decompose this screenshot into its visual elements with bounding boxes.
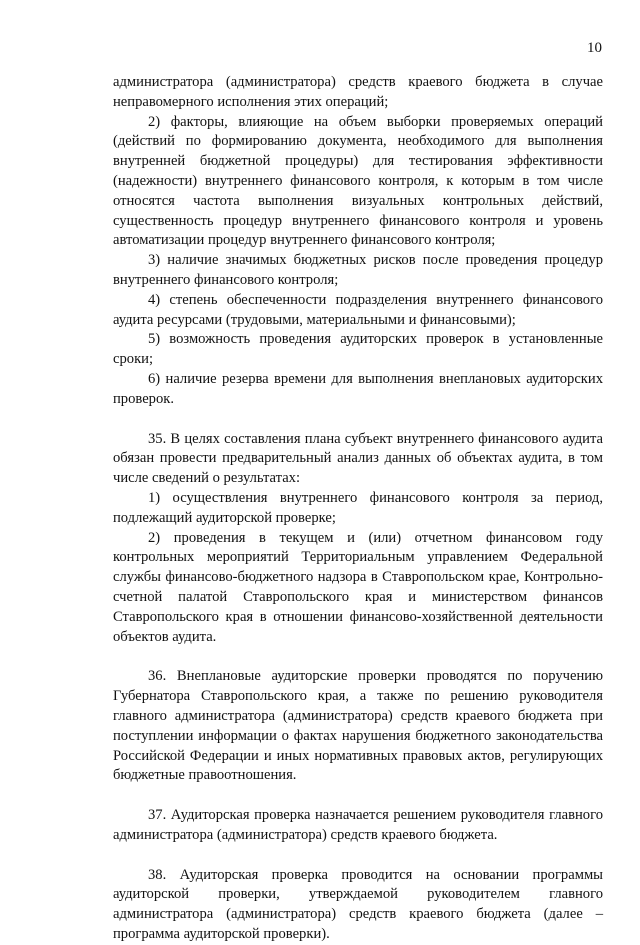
paragraph: 2) факторы, влияющие на объем выборки проверяемых операций (действий по формированию документа, необходимого для выполнения внутренней бюджетной процедуры) для тестирования эффективности (надежности) внутреннего финансового контроля, к которым в том числе относятся частота выполнения визуальных контрольных действий, существенность процедур внутреннего финансового контроля и уровень автоматизации процедур внутреннего финансового контроля;	[113, 113, 603, 249]
paragraph: 4) степень обеспеченности подразделения внутреннего финансового аудита ресурсами (трудовыми, материальными и финансовыми);	[113, 291, 603, 328]
paragraph: 5) возможность проведения аудиторских проверок в установленные сроки;	[113, 331, 603, 368]
paragraph: 1) осуществления внутреннего финансового контроля за период, подлежащий аудиторской проверке;	[113, 489, 603, 526]
paragraph: 37. Аудиторская проверка назначается решением руководителя главного администратора (администратора) средств краевого бюджета.	[113, 807, 603, 843]
page-number: 10	[587, 40, 602, 56]
paragraph: 2) проведения в текущем и (или) отчетном финансовом году контрольных мероприятий Территориальным управлением Федеральной службы финансово-бюджетного надзора в Ставропольском крае, Контрольно-счетной палатой Ставропольского края и министерством финансов Ставропольского края в отношении финансово-хозяйственной деятельности объектов аудита.	[113, 529, 603, 645]
paragraph: 35. В целях составления плана субъект внутреннего финансового аудита обязан провести предварительный анализ данных об объектах аудита, в том числе сведений о результатах:	[113, 430, 603, 487]
paragraph: 38. Аудиторская проверка проводится на основании программы аудиторской проверки, утверждаемой руководителем главного администратора (администратора) средств краевого бюджета (далее – программа аудиторской проверки).	[113, 866, 603, 943]
document-body	[113, 73, 603, 945]
paragraph: 36. Внеплановые аудиторские проверки проводятся по поручению Губернатора Ставропольского края, а также по решению руководителя главного администратора (администратора) средств краевого бюджета при поступлении информации о фактах нарушения бюджетного законодательства Российской Федерации и иных нормативных правовых актов, регулирующих бюджетные правоотношения.	[113, 668, 603, 784]
paragraph: администратора (администратора) средств краевого бюджета в случае неправомерного исполнения этих операций;	[113, 74, 603, 110]
paragraph: 3) наличие значимых бюджетных рисков после проведения процедур внутреннего финансового контроля;	[113, 252, 603, 288]
paragraph: 6) наличие резерва времени для выполнения внеплановых аудиторских проверок.	[113, 370, 603, 407]
